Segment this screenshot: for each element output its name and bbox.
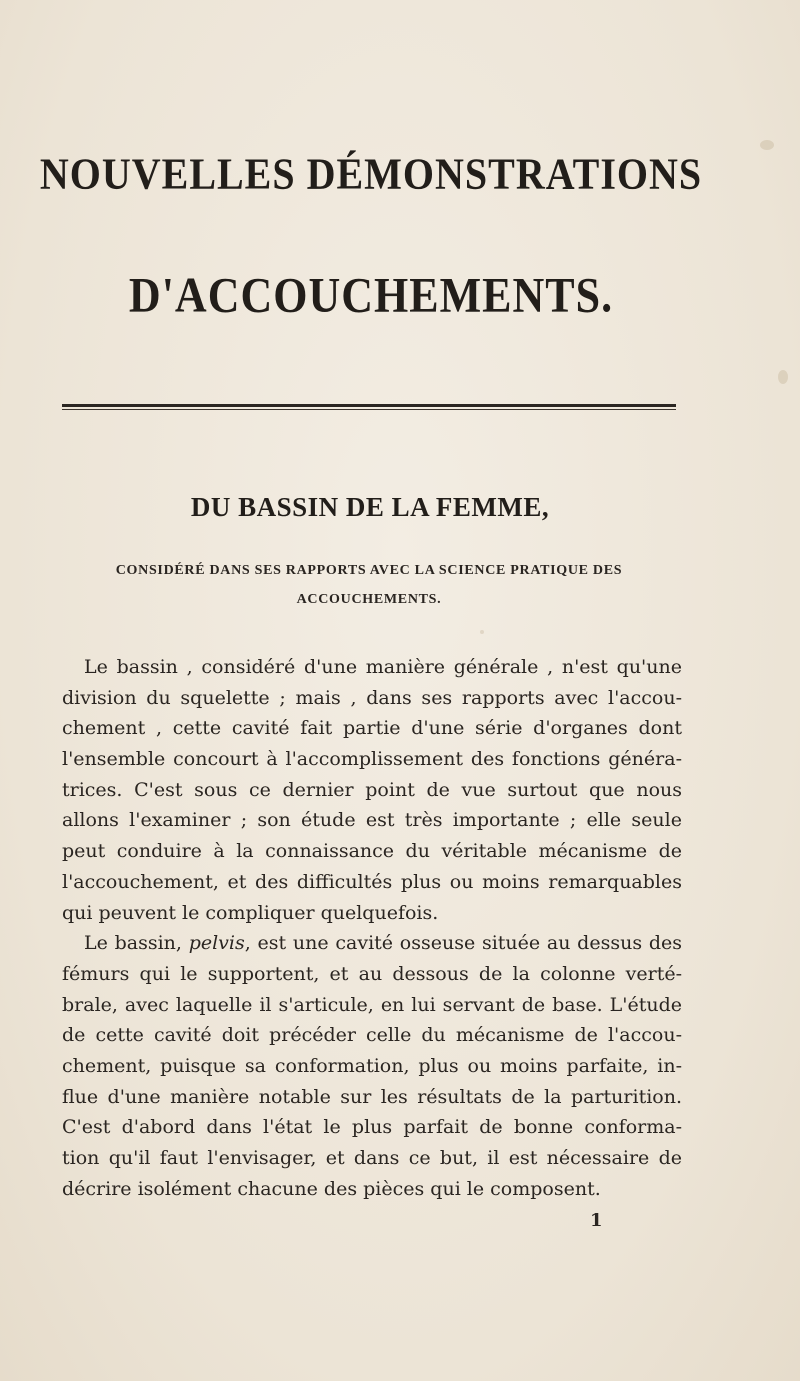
text-line: flue d'une manière notable sur les résultats de la parturition. — [62, 1085, 682, 1108]
double-rule-thin — [62, 409, 676, 410]
text-line: C'est d'abord dans l'état le plus parfait de bonne conforma- — [62, 1116, 682, 1139]
text-line: trices. C'est sous ce dernier point de vue surtout que nous — [62, 778, 682, 801]
text-line: chement, puisque sa conformation, plus ou moins parfaite, in- — [62, 1054, 682, 1077]
title-line-1: NOUVELLES DÉMONSTRATIONS — [39, 148, 703, 199]
text-line: peut conduire à la connaissance du véritable mécanisme de — [62, 840, 682, 863]
body-text — [62, 652, 682, 1204]
text-line: brale, avec laquelle il s'articule, en lui servant de base. L'étude — [62, 993, 682, 1016]
text-line: l'accouchement, et des difficultés plus ou moins remarquables — [62, 870, 682, 893]
paper-stain — [480, 630, 484, 634]
section-title: DU BASSIN DE LA FEMME, — [190, 492, 550, 522]
section-subtitle — [62, 556, 676, 614]
subtitle-line-1: CONSIDÉRÉ DANS SES RAPPORTS AVEC LA SCIENCE PRATIQUE DES — [115, 563, 623, 578]
text-line: fémurs qui le supportent, et au dessous de la colonne verté- — [62, 962, 682, 985]
text-line: qui peuvent le compliquer quelquefois. — [62, 901, 439, 924]
text-line: Le bassin, pelvis, est une cavité osseuse située au dessus des — [84, 932, 682, 955]
italic-term: pelvis — [188, 932, 245, 955]
text-line: division du squelette ; mais , dans ses rapports avec l'accou- — [62, 686, 682, 709]
text-line: chement , cette cavité fait partie d'une série d'organes dont — [62, 717, 682, 740]
paper-stain — [760, 140, 774, 150]
text-line: allons l'examiner ; son étude est très importante ; elle seule — [62, 809, 682, 832]
page-number: 1 — [590, 1210, 603, 1231]
text-line: Le bassin , considéré d'une manière générale , n'est qu'une — [84, 656, 682, 678]
text-line: tion qu'il faut l'envisager, et dans ce but, il est nécessaire de — [62, 1147, 682, 1169]
double-rule-thick — [62, 404, 676, 407]
paper-stain — [778, 370, 788, 384]
text-line: de cette cavité doit précéder celle du mécanisme de l'accou- — [62, 1024, 682, 1047]
subtitle-line-2: ACCOUCHEMENTS. — [296, 592, 442, 607]
title-line-2: D'ACCOUCHEMENTS. — [128, 268, 614, 323]
text-line: décrire isolément chacune des pièces qui le composent. — [62, 1177, 601, 1200]
text-line: l'ensemble concourt à l'accomplissement des fonctions généra- — [62, 748, 682, 771]
